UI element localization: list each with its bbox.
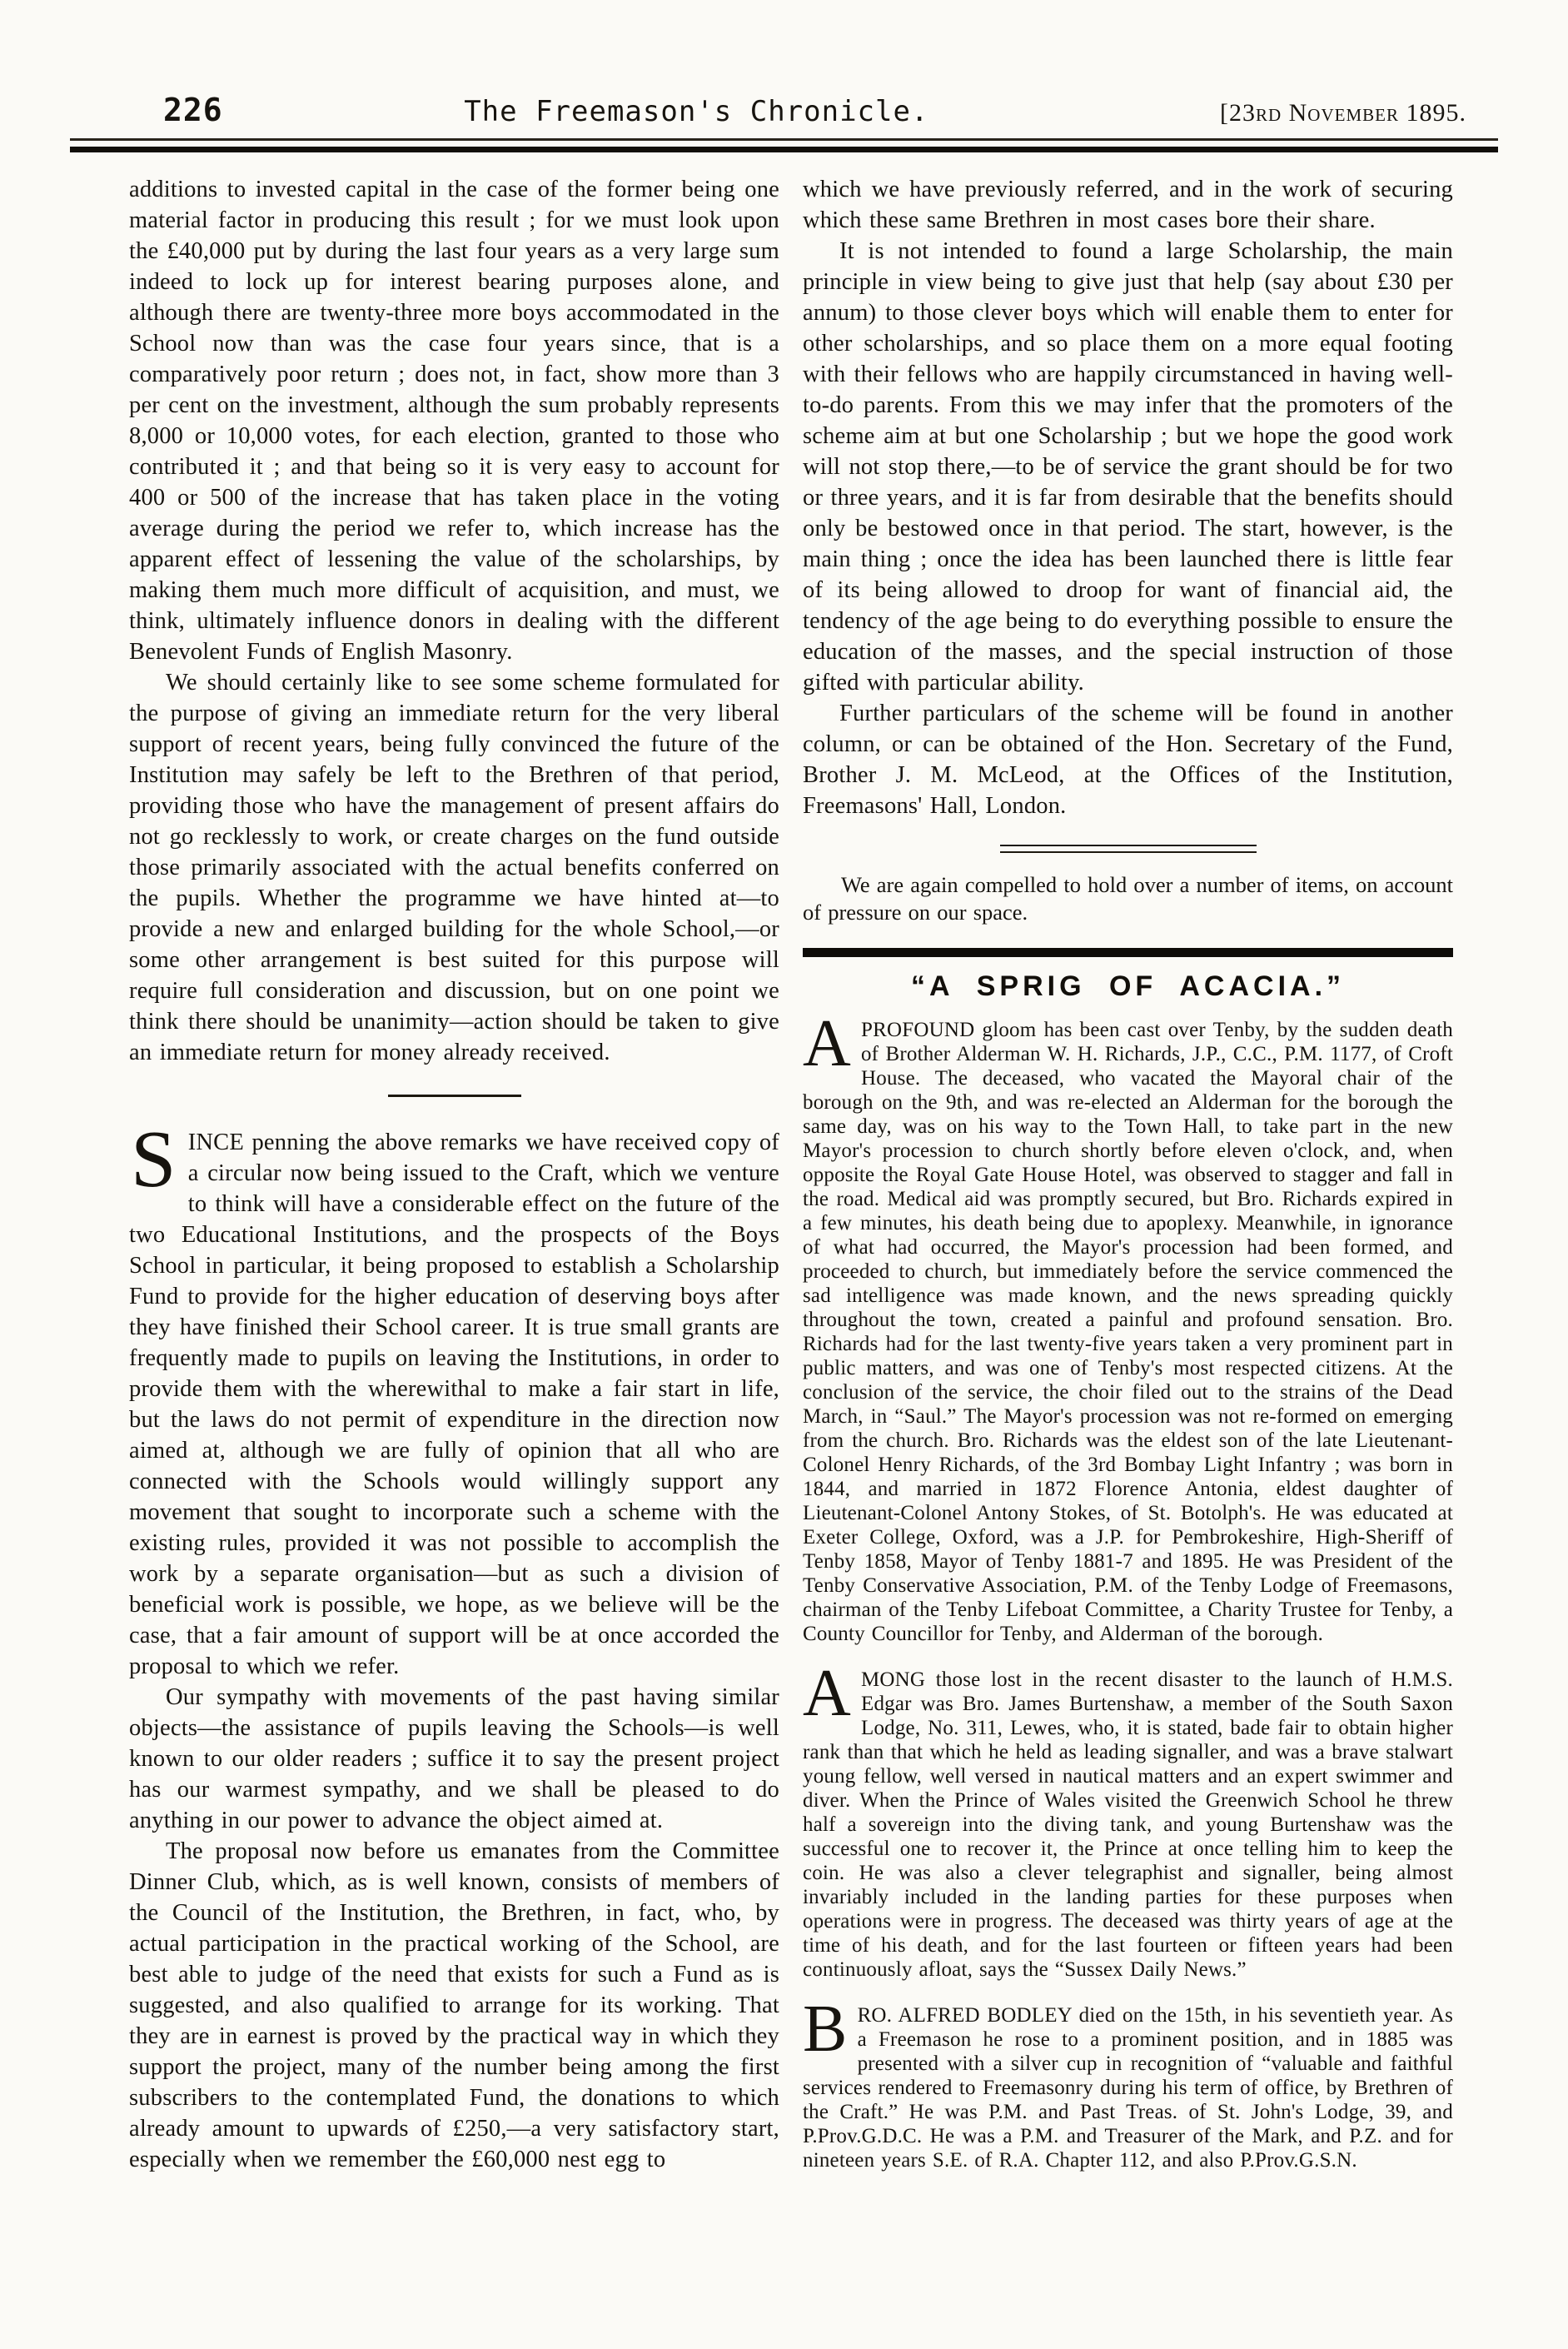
leader-continuation-block <box>803 174 1453 821</box>
right-column <box>803 174 1453 2175</box>
leader-paragraph-sympathy: Our sympathy with movements of the past having similar objects—the assistance of pupils leaving the Schools—is well known to our older readers ; suffice it to say the present project has our warmest sympathy, and we shall be pleased to do anything in our power to advance the object aimed at. <box>129 1684 779 1833</box>
article-heavy-rule <box>803 948 1453 957</box>
end-of-leader-divider <box>1000 845 1257 853</box>
article-paragraph-bodley <box>803 1992 1453 2172</box>
page-number: 226 <box>163 92 223 128</box>
article-paragraph-burtenshaw <box>803 1657 1453 1982</box>
leader-paragraph-securing: which we have previously referred, and in the work of securing which these same Brethren in most cases bore their share. <box>803 177 1453 233</box>
leader-paragraph-scheme: We should certainly like to see some scheme formulated for the purpose of giving an immediate return for the very liberal support of recent years, being fully convinced the future of the Institution may safely be left to the Brethren of that period, providing those who have the management of present affairs do not go recklessly to work, or create charges on the fund outside those primarily associated with the actual benefits conferred on the pupils. Whether the programme we have hinted at—to provide a new and enlarged building for the whole School,—or some other arrangement is best suited for this purpose will require full consideration and discussion, but on one point we think there should be unanimity—action should be taken to give an immediate return for money already received. <box>129 670 779 1065</box>
section-divider <box>388 1095 521 1097</box>
leader-paragraph-capital: additions to invested capital in the case of the former being one material factor in producing this result ; for we must look upon the £40,000 put by during the last four years as a very large sum indeed to lock up for interest bearing purposes alone, and although there are twenty-three more boys accommodated in the School now than was the case four years since, that is a comparatively poor return ; does not, in fact, show more than 3 per cent on the investment, although the sum probably represents 8,000 or 10,000 votes, for each election, granted to those who contributed it ; and that being so it is very easy to account for 400 or 500 of the increase that has taken place in the voting average during the period we refer to, which increase has the apparent effect of lessening the value of the scholarships, by making them much more difficult of acquisition, and must, we think, ultimately influence donors in dealing with the different Benevolent Funds of English Masonry. <box>129 177 779 665</box>
paragraph-text: INCE penning the above remarks we have received copy of a circular now being issued to the Craft, which we venture to think will have a considerable effect on the future of the two Educational Institutions, and the prospects of the Boys School in particular, it being proposed to establish a Scholarship Fund to provide for the higher education of deserving boys after they have finished their School career. It is true small grants are frequently made to pupils on leaving the Institutions, in order to provide them with the wherewithal to make a fair start in life, but the laws do not permit of expenditure in the direction now aimed at, although we are fully of opinion that all who are connected with the Schools would willingly support any movement that sought to incorporate such a scheme with the existing rules, provided it was not possible to accomplish the work by a separate organisation—but as such a division of beneficial work is possible, we hope, as we believe will be the case, that a fair amount of support will be at once accorded the proposal to which we refer. <box>129 1130 779 1679</box>
editorial-notice: We are again compelled to hold over a number of items, on account of pressure on our space. <box>803 872 1453 925</box>
header-rule <box>70 138 1498 152</box>
drop-cap-b-bodley: B <box>803 1992 848 2066</box>
paragraph-text: MONG those lost in the recent disaster to the launch of H.M.S. Edgar was Bro. James Burtenshaw, a member of the South Saxon Lodge, No. 311, Lewes, who, it is stated, bade fair to obtain higher rank than that which he held as leading signaller, and was a brave stalwart young fellow, well versed in nautical matters and an expert swimmer and diver. When the Prince of Wales visited the Greenwich School he threw half a sovereign into the diving tank, and young Burtenshaw was the successful one to recover it, the Prince at once telling him to keep the coin. He was also a clever telegraphist and signaller, being almost invariably included in the landing parties for these purposes when operations were in progress. The deceased was thirty years of age at the time of his death, and for the last fourteen or fifteen years had been continuously afloat, says the “Sussex Daily News.” <box>803 1668 1453 1981</box>
page-header <box>0 0 1568 128</box>
paragraph-text: PROFOUND gloom has been cast over Tenby, by the sudden death of Brother Alderman W. H. Richards, J.P., C.C., P.M. 1177, of Croft House. The deceased, who vacated the Mayoral chair of the borough on the 9th, and was re-elected an Alderman for the borough the same day, was on his way to the Town Hall, to take part in the new Mayor's procession to church shortly before eleven o'clock, and, when opposite the Royal Gate House Hotel, was observed to stagger and fall in the road. Medical aid was promptly secured, but Bro. Richards expired in a few minutes, his death being due to apoplexy. Meanwhile, in ignorance of what had occurred, the Mayor's procession had been formed, and proceeded to church, but immediately before the service commenced the sad intelligence was made known, and the news spreading quickly throughout the town, created a painful and profound sensation. Bro. Richards had for the last twenty-five years taken a very prominent part in public matters, and was one of Tenby's most respected citizens. At the conclusion of the service, the choir filed out to the strains of the Dead March, in “Saul.” The Mayor's procession was not re-formed on emerging from the church. Bro. Richards was the eldest son of the late Lieutenant-Colonel Henry Richards, of the 3rd Bombay Light Infantry ; was born in 1844, and married in 1872 Florence Antonia, eldest daughter of Lieutenant-Colonel Antony Stokes, of St. Botolph's. He was educated at Exeter College, Oxford, was a J.P. for Pembrokeshire, High-Sheriff of Tenby 1858, Mayor of Tenby 1881-7 and 1895. He was President of the Tenby Conservative Association, P.M. of the Tenby Lodge of Freemasons, chairman of the Tenby Lifeboat Committee, a Charity Trustee for Tenby, a County Councillor for Tenby, and Alderman of the borough. <box>803 1019 1453 1645</box>
paragraph-text: RO. ALFRED BODLEY died on the 15th, in his seventieth year. As a Freemason he rose to a prominent position, and in 1885 was presented with a silver cup in recognition of “valuable and faithful services rendered to Freemasonry during his term of office, by Brethren of the Craft.” He was P.M. and Past Treas. of St. John's Lodge, 39, and P.Prov.G.D.C. He was a P.M. and Treasurer of the Mark, and P.Z. and for nineteen years S.E. of R.A. Chapter 112, and also P.Prov.G.S.N. <box>803 2004 1453 2172</box>
article-heading: “A SPRIG OF ACACIA.” <box>910 970 1346 1002</box>
leader-paragraph-not-intended: It is not intended to found a large Scholarship, the main principle in view being to give just that help (say about £30 per annum) to those clever boys which will enable them to enter for other scholarships, and so place them on a more equal footing with their fellows who are happily circumstanced in having well-to-do parents. From this we may infer that the promoters of the scheme aim at but one Scholarship ; but we hope the good work will not stop there,—to be of service the grant should be for two or three years, and it is far from desirable that the benefits should only be bestowed once in that period. The start, however, is the main thing ; once the idea has been launched there is little fear of its being allowed to droop for want of financial aid, the tendency of the age being to do everything possible to ensure the education of the masses, and the special instruction of those gifted with particular ability. <box>803 238 1453 696</box>
content-columns <box>0 152 1568 2175</box>
drop-cap-s: S <box>131 1115 177 1204</box>
left-column <box>129 174 779 2175</box>
leader-paragraph-since <box>129 1115 779 1682</box>
leader-paragraph-further: Further particulars of the scheme will be found in another column, or can be obtained of the Hon. Secretary of the Fund, Brother J. M. McLeod, at the Offices of the Institution, Freemasons' Hall, London. <box>803 701 1453 819</box>
leader-paragraph-proposal: The proposal now before us emanates from the Committee Dinner Club, which, as is well known, consists of members of the Council of the Institution, the Brethren, in fact, who, by actual participation in the practical working of the School, are best able to judge of the need that exists for such a Fund as is suggested, and also qualified to arrange for its working. That they are in earnest is proved by the practical way in which they support the project, many of the number being among the first subscribers to the contemplated Fund, the donations to which already amount to upwards of £250,—a very satisfactory start, especially when we remember the £60,000 nest egg to <box>129 1838 779 2172</box>
newspaper-title: The Freemason's Chronicle. <box>464 95 929 128</box>
article-paragraph-richards <box>803 1007 1453 1646</box>
issue-date: [23rd November 1895. <box>1219 99 1466 127</box>
drop-cap-a-among: A <box>803 1657 851 1730</box>
article-body <box>803 1007 1453 2172</box>
drop-cap-a-profound: A <box>803 1007 851 1080</box>
